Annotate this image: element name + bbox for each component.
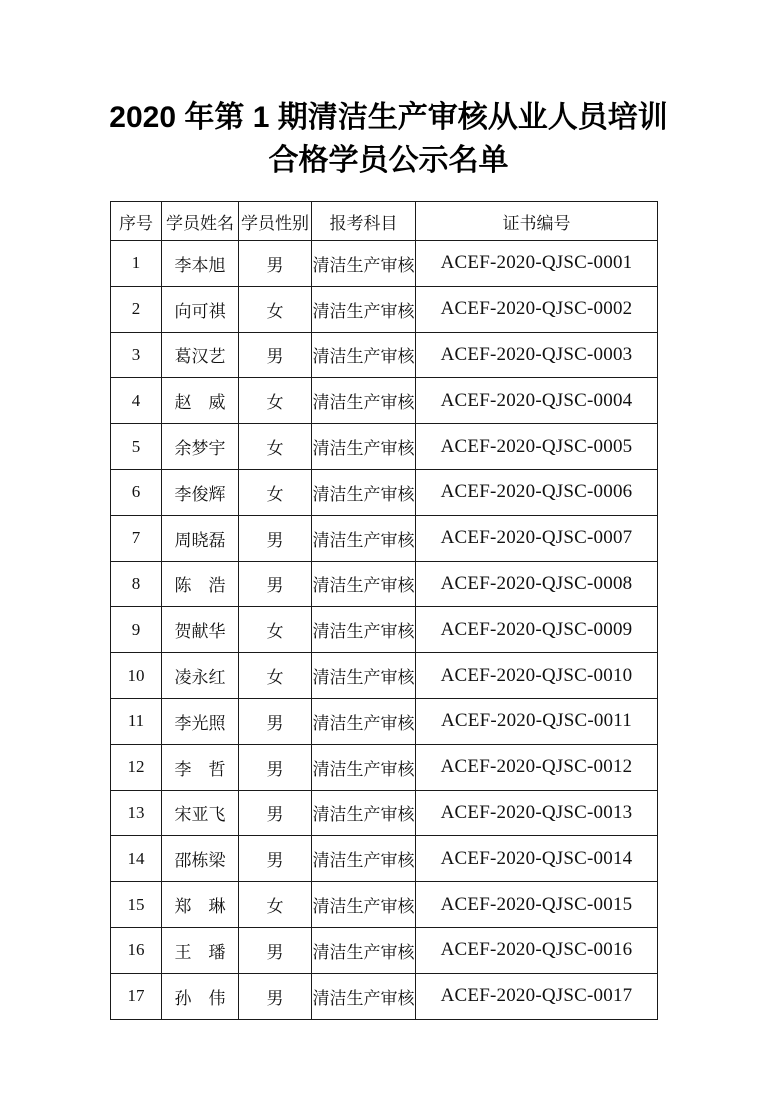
cell-exam-subject: 清洁生产审核 [312,378,416,424]
table-row [111,515,658,561]
cell-certificate-no: ACEF-2020-QJSC-0015 [416,882,658,928]
cell-serial-number: 7 [111,515,162,561]
cell-certificate-no: ACEF-2020-QJSC-0014 [416,836,658,882]
cell-serial-number: 3 [111,332,162,378]
header-certificate-no: 证书编号 [416,202,658,241]
cell-certificate-no: ACEF-2020-QJSC-0009 [416,607,658,653]
cell-student-name: 李俊辉 [162,469,239,515]
cell-serial-number: 15 [111,882,162,928]
table-row [111,882,658,928]
cell-serial-number: 16 [111,927,162,973]
cell-serial-number: 6 [111,469,162,515]
table-row [111,607,658,653]
cell-serial-number: 2 [111,286,162,332]
table-row [111,653,658,699]
cell-student-name: 邵栋梁 [162,836,239,882]
cell-certificate-no: ACEF-2020-QJSC-0010 [416,653,658,699]
cell-exam-subject: 清洁生产审核 [312,882,416,928]
cell-certificate-no: ACEF-2020-QJSC-0002 [416,286,658,332]
cell-certificate-no: ACEF-2020-QJSC-0008 [416,561,658,607]
cell-student-gender: 男 [239,698,312,744]
cell-student-gender: 男 [239,790,312,836]
cell-student-name: 贺献华 [162,607,239,653]
cell-student-gender: 男 [239,744,312,790]
cell-exam-subject: 清洁生产审核 [312,424,416,470]
table-row [111,973,658,1019]
cell-certificate-no: ACEF-2020-QJSC-0001 [416,241,658,287]
cell-student-gender: 女 [239,607,312,653]
cell-exam-subject: 清洁生产审核 [312,469,416,515]
cell-serial-number: 8 [111,561,162,607]
cell-certificate-no: ACEF-2020-QJSC-0005 [416,424,658,470]
cell-student-gender: 女 [239,469,312,515]
cell-serial-number: 13 [111,790,162,836]
cell-certificate-no: ACEF-2020-QJSC-0017 [416,973,658,1019]
cell-student-gender: 女 [239,424,312,470]
cell-certificate-no: ACEF-2020-QJSC-0004 [416,378,658,424]
cell-student-name: 李光照 [162,698,239,744]
page-title [0,96,777,182]
cell-exam-subject: 清洁生产审核 [312,607,416,653]
table-row [111,469,658,515]
cell-certificate-no: ACEF-2020-QJSC-0013 [416,790,658,836]
header-exam-subject: 报考科目 [312,202,416,241]
table-row [111,378,658,424]
cell-exam-subject: 清洁生产审核 [312,744,416,790]
cell-student-gender: 男 [239,836,312,882]
cell-student-gender: 男 [239,332,312,378]
cell-exam-subject: 清洁生产审核 [312,927,416,973]
cell-student-gender: 女 [239,286,312,332]
cell-student-name: 向可祺 [162,286,239,332]
header-serial-number: 序号 [111,202,162,241]
cell-exam-subject: 清洁生产审核 [312,653,416,699]
cell-student-gender: 男 [239,515,312,561]
cell-exam-subject: 清洁生产审核 [312,698,416,744]
cell-student-gender: 女 [239,653,312,699]
cell-student-name: 孙 伟 [162,973,239,1019]
cell-exam-subject: 清洁生产审核 [312,332,416,378]
cell-student-name: 李本旭 [162,241,239,287]
header-student-gender: 学员性别 [239,202,312,241]
table-row [111,790,658,836]
students-table [110,201,658,1020]
cell-serial-number: 9 [111,607,162,653]
cell-certificate-no: ACEF-2020-QJSC-0006 [416,469,658,515]
student-table-body [111,241,658,1020]
cell-certificate-no: ACEF-2020-QJSC-0007 [416,515,658,561]
table-row [111,561,658,607]
cell-serial-number: 12 [111,744,162,790]
table-row [111,927,658,973]
table-row [111,332,658,378]
header-student-name: 学员姓名 [162,202,239,241]
cell-serial-number: 14 [111,836,162,882]
cell-student-name: 王 璠 [162,927,239,973]
cell-serial-number: 4 [111,378,162,424]
cell-serial-number: 5 [111,424,162,470]
cell-student-gender: 女 [239,378,312,424]
cell-student-name: 赵 威 [162,378,239,424]
cell-exam-subject: 清洁生产审核 [312,790,416,836]
cell-student-name: 陈 浩 [162,561,239,607]
cell-serial-number: 17 [111,973,162,1019]
cell-student-name: 凌永红 [162,653,239,699]
cell-student-name: 葛汉艺 [162,332,239,378]
cell-student-name: 余梦宇 [162,424,239,470]
cell-exam-subject: 清洁生产审核 [312,515,416,561]
table-header-row [111,202,658,241]
cell-student-name: 郑 琳 [162,882,239,928]
page-title-line2: 合格学员公示名单 [268,144,509,177]
cell-serial-number: 10 [111,653,162,699]
table-row [111,698,658,744]
cell-exam-subject: 清洁生产审核 [312,286,416,332]
cell-exam-subject: 清洁生产审核 [312,561,416,607]
cell-student-gender: 男 [239,973,312,1019]
cell-certificate-no: ACEF-2020-QJSC-0016 [416,927,658,973]
cell-student-name: 宋亚飞 [162,790,239,836]
cell-exam-subject: 清洁生产审核 [312,241,416,287]
cell-serial-number: 11 [111,698,162,744]
cell-certificate-no: ACEF-2020-QJSC-0011 [416,698,658,744]
cell-student-name: 李 哲 [162,744,239,790]
table-row [111,424,658,470]
table-row [111,286,658,332]
cell-serial-number: 1 [111,241,162,287]
table-row [111,241,658,287]
table-row [111,744,658,790]
cell-exam-subject: 清洁生产审核 [312,973,416,1019]
cell-student-gender: 男 [239,561,312,607]
table-row [111,836,658,882]
cell-student-name: 周晓磊 [162,515,239,561]
cell-student-gender: 男 [239,927,312,973]
cell-certificate-no: ACEF-2020-QJSC-0003 [416,332,658,378]
cell-exam-subject: 清洁生产审核 [312,836,416,882]
cell-certificate-no: ACEF-2020-QJSC-0012 [416,744,658,790]
page-title-line1: 2020 年第 1 期清洁生产审核从业人员培训 [109,101,668,134]
cell-student-gender: 女 [239,882,312,928]
cell-student-gender: 男 [239,241,312,287]
